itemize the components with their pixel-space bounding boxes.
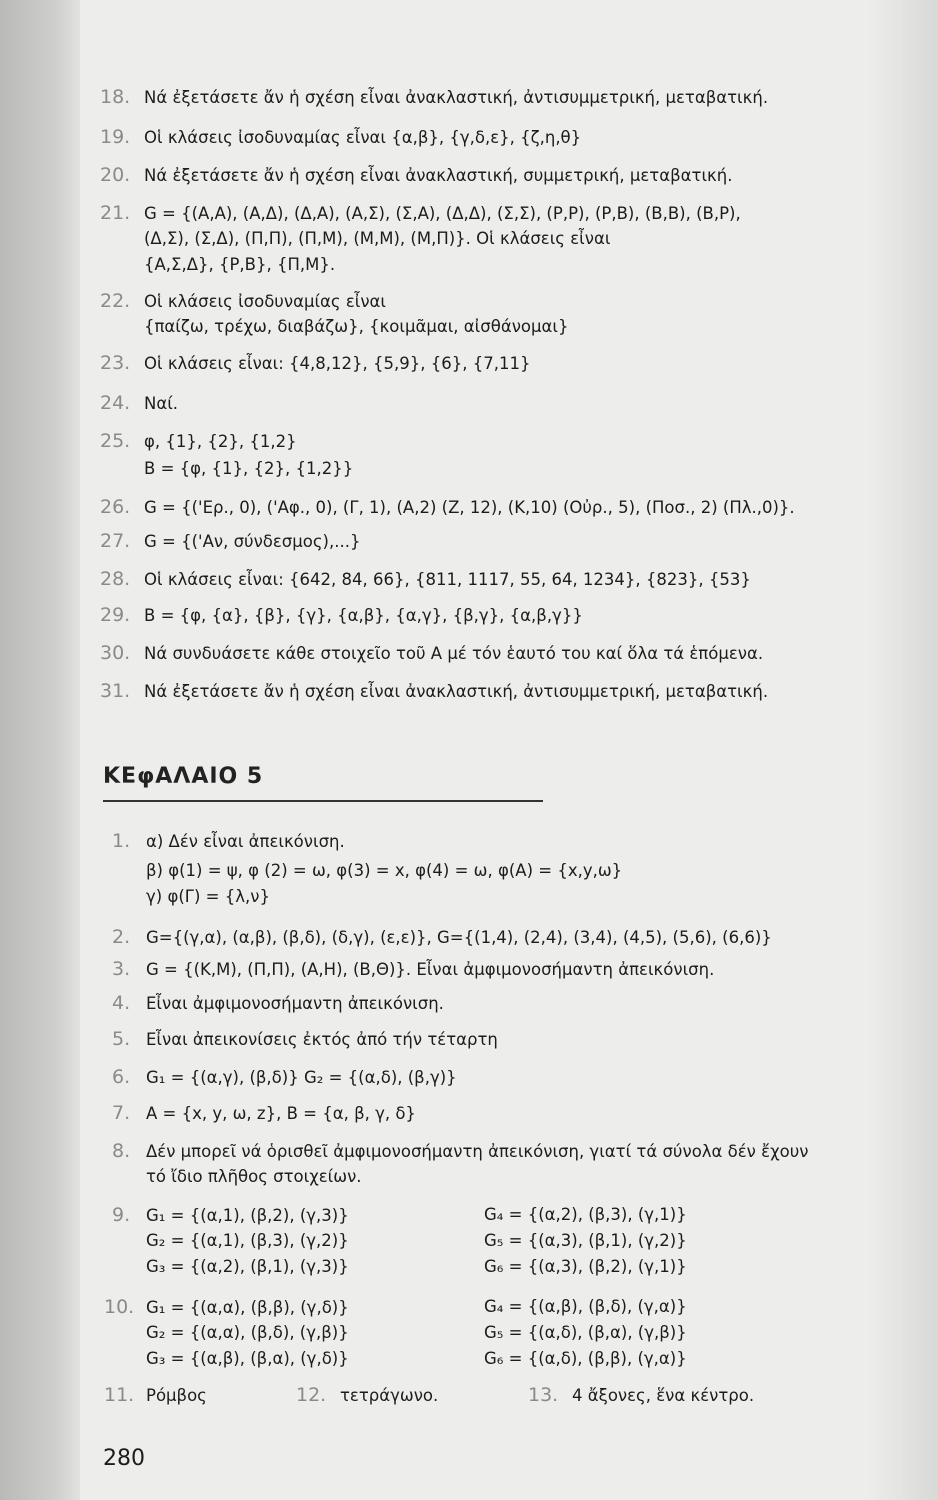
answer-18 <box>100 86 768 109</box>
ch5-answer-8 <box>112 1140 808 1163</box>
answer-text: α) Δέν εἶναι ἀπεικόνιση. <box>146 832 345 851</box>
ch5-answer-12 <box>296 1384 438 1407</box>
ch5-answer-10-g5: G₅ = {(α,δ), (β,α), (γ,β)} <box>484 1323 687 1342</box>
answer-30 <box>100 642 763 665</box>
answer-20 <box>100 164 732 187</box>
answer-number: 3. <box>112 958 131 980</box>
answer-number: 30. <box>100 642 131 664</box>
answer-text: Ρόμβος <box>146 1386 207 1405</box>
ch5-answer-10-g3: G₃ = {(α,β), (β,α), (γ,δ)} <box>146 1349 349 1368</box>
answer-number: 20. <box>100 164 131 186</box>
ch5-answer-1 <box>112 830 345 853</box>
answer-number: 26. <box>100 496 131 518</box>
ch5-answer-10-g6: G₆ = {(α,δ), (β,β), (γ,α)} <box>484 1349 687 1368</box>
answer-number: 24. <box>100 392 131 414</box>
answer-number: 28. <box>100 568 131 590</box>
answer-22 <box>100 290 386 313</box>
answer-text: 4 ἄξονες, ἕνα κέντρο. <box>572 1386 755 1405</box>
answer-26 <box>100 496 795 519</box>
answer-text: G₁ = {(α,γ), (β,δ)} G₂ = {(α,δ), (β,γ)} <box>146 1068 457 1087</box>
answer-text: Δέν μπορεῖ νά ὁρισθεῖ ἀμφιμονοσήμαντη ἀπεικόνιση, γιατί τά σύνολα δέν ἔχουν <box>146 1142 809 1161</box>
answer-text: G = {(Α,Α), (Α,Δ), (Δ,Α), (Α,Σ), (Σ,Α), (Δ,Δ), (Σ,Σ), (Ρ,Ρ), (Ρ,Β), (Β,Β), (Β,Ρ), <box>144 204 741 223</box>
answer-22-line-2: {παίζω, τρέχω, διαβάζω}, {κοιμᾶμαι, αἰσθάνομαι} <box>144 317 569 336</box>
answer-number: 4. <box>112 992 131 1014</box>
answer-number: 6. <box>112 1066 131 1088</box>
ch5-answer-10-g2: G₂ = {(α,α), (β,δ), (γ,β)} <box>146 1323 349 1342</box>
facing-page-bleed <box>868 0 938 1500</box>
answer-text: Εἶναι ἀπεικονίσεις ἐκτός ἀπό τήν τέταρτη <box>146 1030 498 1049</box>
answer-number: 25. <box>100 430 131 452</box>
answer-number: 13. <box>528 1384 559 1406</box>
ch5-answer-5 <box>112 1028 498 1051</box>
answer-number: 10. <box>104 1296 135 1318</box>
answer-text: Νά συνδυάσετε κάθε στοιχεῖο τοῦ Α μέ τόν ἑαυτό του καί ὅλα τά ἑπόμενα. <box>144 644 764 663</box>
ch5-answer-10 <box>104 1296 349 1319</box>
answer-number: 18. <box>100 86 131 108</box>
ch5-answer-10-g4: G₄ = {(α,β), (β,δ), (γ,α)} <box>484 1297 687 1316</box>
answer-31 <box>100 680 768 703</box>
answer-19 <box>100 126 581 149</box>
answer-25-line-2: B = {φ, {1}, {2}, {1,2}} <box>144 459 354 478</box>
ch5-answer-6 <box>112 1066 457 1089</box>
answer-number: 12. <box>296 1384 327 1406</box>
chapter-title: ΚΕφΑΛΑΙΟ 5 <box>103 764 264 789</box>
answer-text: φ, {1}, {2}, {1,2} <box>144 432 297 451</box>
ch5-answer-4 <box>112 992 444 1015</box>
answer-text: G₁ = {(α,1), (β,2), (γ,3)} <box>146 1206 349 1225</box>
answer-text: Νά ἐξετάσετε ἄν ἡ σχέση εἶναι ἀνακλαστική, ἀντισυμμετρική, μεταβατική. <box>144 88 769 107</box>
answer-text: Οἱ κλάσεις ἰσοδυναμίας εἶναι <box>144 292 387 311</box>
answer-number: 5. <box>112 1028 131 1050</box>
ch5-answer-9-g2: G₂ = {(α,1), (β,3), (γ,2)} <box>146 1231 349 1250</box>
chapter-divider <box>103 800 543 802</box>
answer-21-line-2: (Δ,Σ), (Σ,Δ), (Π,Π), (Π,Μ), (Μ,Μ), (Μ,Π)}. Οἱ κλάσεις εἶναι <box>144 229 611 248</box>
answer-text: Οἱ κλάσεις εἶναι: {642, 84, 66}, {811, 1117, 55, 64, 1234}, {823}, {53} <box>144 570 751 589</box>
answer-text: G={(γ,α), (α,β), (β,δ), (δ,γ), (ε,ε)}, G={(1,4), (2,4), (3,4), (4,5), (5,6), (6,6)} <box>146 928 772 947</box>
answer-number: 29. <box>100 604 131 626</box>
answer-text: A = {x, y, ω, z}, B = {α, β, γ, δ} <box>146 1104 416 1123</box>
answer-number: 22. <box>100 290 131 312</box>
answer-number: 19. <box>100 126 131 148</box>
page-number: 280 <box>103 1446 145 1471</box>
answer-21 <box>100 202 741 225</box>
answer-text: G₁ = {(α,α), (β,β), (γ,δ)} <box>146 1298 349 1317</box>
answer-number: 21. <box>100 202 131 224</box>
answer-25 <box>100 430 297 453</box>
ch5-answer-9-g4: G₄ = {(α,2), (β,3), (γ,1)} <box>484 1205 687 1224</box>
ch5-answer-1-line-2: β) φ(1) = ψ, φ (2) = ω, φ(3) = x, φ(4) = ω, φ(A) = {x,y,ω} <box>146 861 623 880</box>
answer-text: Οἱ κλάσεις εἶναι: {4,8,12}, {5,9}, {6}, {7,11} <box>144 354 531 373</box>
answer-number: 9. <box>112 1204 131 1226</box>
answer-23 <box>100 352 530 375</box>
answer-text: G = {('Ερ., 0), ('Αφ., 0), (Γ, 1), (Α,2) (Ζ, 12), (Κ,10) (Οὐρ., 5), (Ποσ., 2) (Πλ.,0)}. <box>144 498 795 517</box>
answer-text: B = {φ, {α}, {β}, {γ}, {α,β}, {α,γ}, {β,γ}, {α,β,γ}} <box>144 606 583 625</box>
answer-text: G = {(Κ,Μ), (Π,Π), (Α,Η), (Β,Θ)}. Εἶναι ἀμφιμονοσήμαντη ἀπεικόνιση. <box>146 960 715 979</box>
ch5-answer-3 <box>112 958 714 981</box>
answer-27 <box>100 530 360 553</box>
answer-21-line-3: {Α,Σ,Δ}, {Ρ,Β}, {Π,Μ}. <box>144 255 336 274</box>
ch5-answer-9-g6: G₆ = {(α,3), (β,2), (γ,1)} <box>484 1257 687 1276</box>
answer-number: 7. <box>112 1102 131 1124</box>
answer-text: G = {('Αν, σύνδεσμος),...} <box>144 532 361 551</box>
answer-28 <box>100 568 751 591</box>
answer-number: 1. <box>112 830 131 852</box>
answer-text: τετράγωνο. <box>340 1386 439 1405</box>
answer-number: 23. <box>100 352 131 374</box>
answer-number: 11. <box>104 1384 135 1406</box>
ch5-answer-1-line-3: γ) φ(Γ) = {λ,ν} <box>146 887 270 906</box>
answer-24 <box>100 392 178 415</box>
answer-text: Νά ἐξετάσετε ἄν ἡ σχέση εἶναι ἀνακλαστική, ἀντισυμμετρική, μεταβατική. <box>144 682 769 701</box>
answer-text: Νά ἐξετάσετε ἄν ἡ σχέση εἶναι ἀνακλαστική, συμμετρική, μεταβατική. <box>144 166 733 185</box>
ch5-answer-9 <box>112 1204 349 1227</box>
answer-29 <box>100 604 583 627</box>
answer-number: 8. <box>112 1140 131 1162</box>
ch5-answer-9-g3: G₃ = {(α,2), (β,1), (γ,3)} <box>146 1257 349 1276</box>
answer-text: Ναί. <box>144 394 179 413</box>
book-gutter <box>0 0 80 1500</box>
answer-number: 31. <box>100 680 131 702</box>
answer-text: Εἶναι ἀμφιμονοσήμαντη ἀπεικόνιση. <box>146 994 444 1013</box>
ch5-answer-8-line-2: τό ἴδιο πλῆθος στοιχείων. <box>146 1167 362 1186</box>
ch5-answer-11 <box>104 1384 207 1407</box>
ch5-answer-9-g5: G₅ = {(α,3), (β,1), (γ,2)} <box>484 1231 687 1250</box>
ch5-answer-2 <box>112 926 772 949</box>
answer-number: 27. <box>100 530 131 552</box>
ch5-answer-13 <box>528 1384 754 1407</box>
answer-number: 2. <box>112 926 131 948</box>
answer-text: Οἱ κλάσεις ἰσοδυναμίας εἶναι {α,β}, {γ,δ,ε}, {ζ,η,θ} <box>144 128 582 147</box>
ch5-answer-7 <box>112 1102 416 1125</box>
